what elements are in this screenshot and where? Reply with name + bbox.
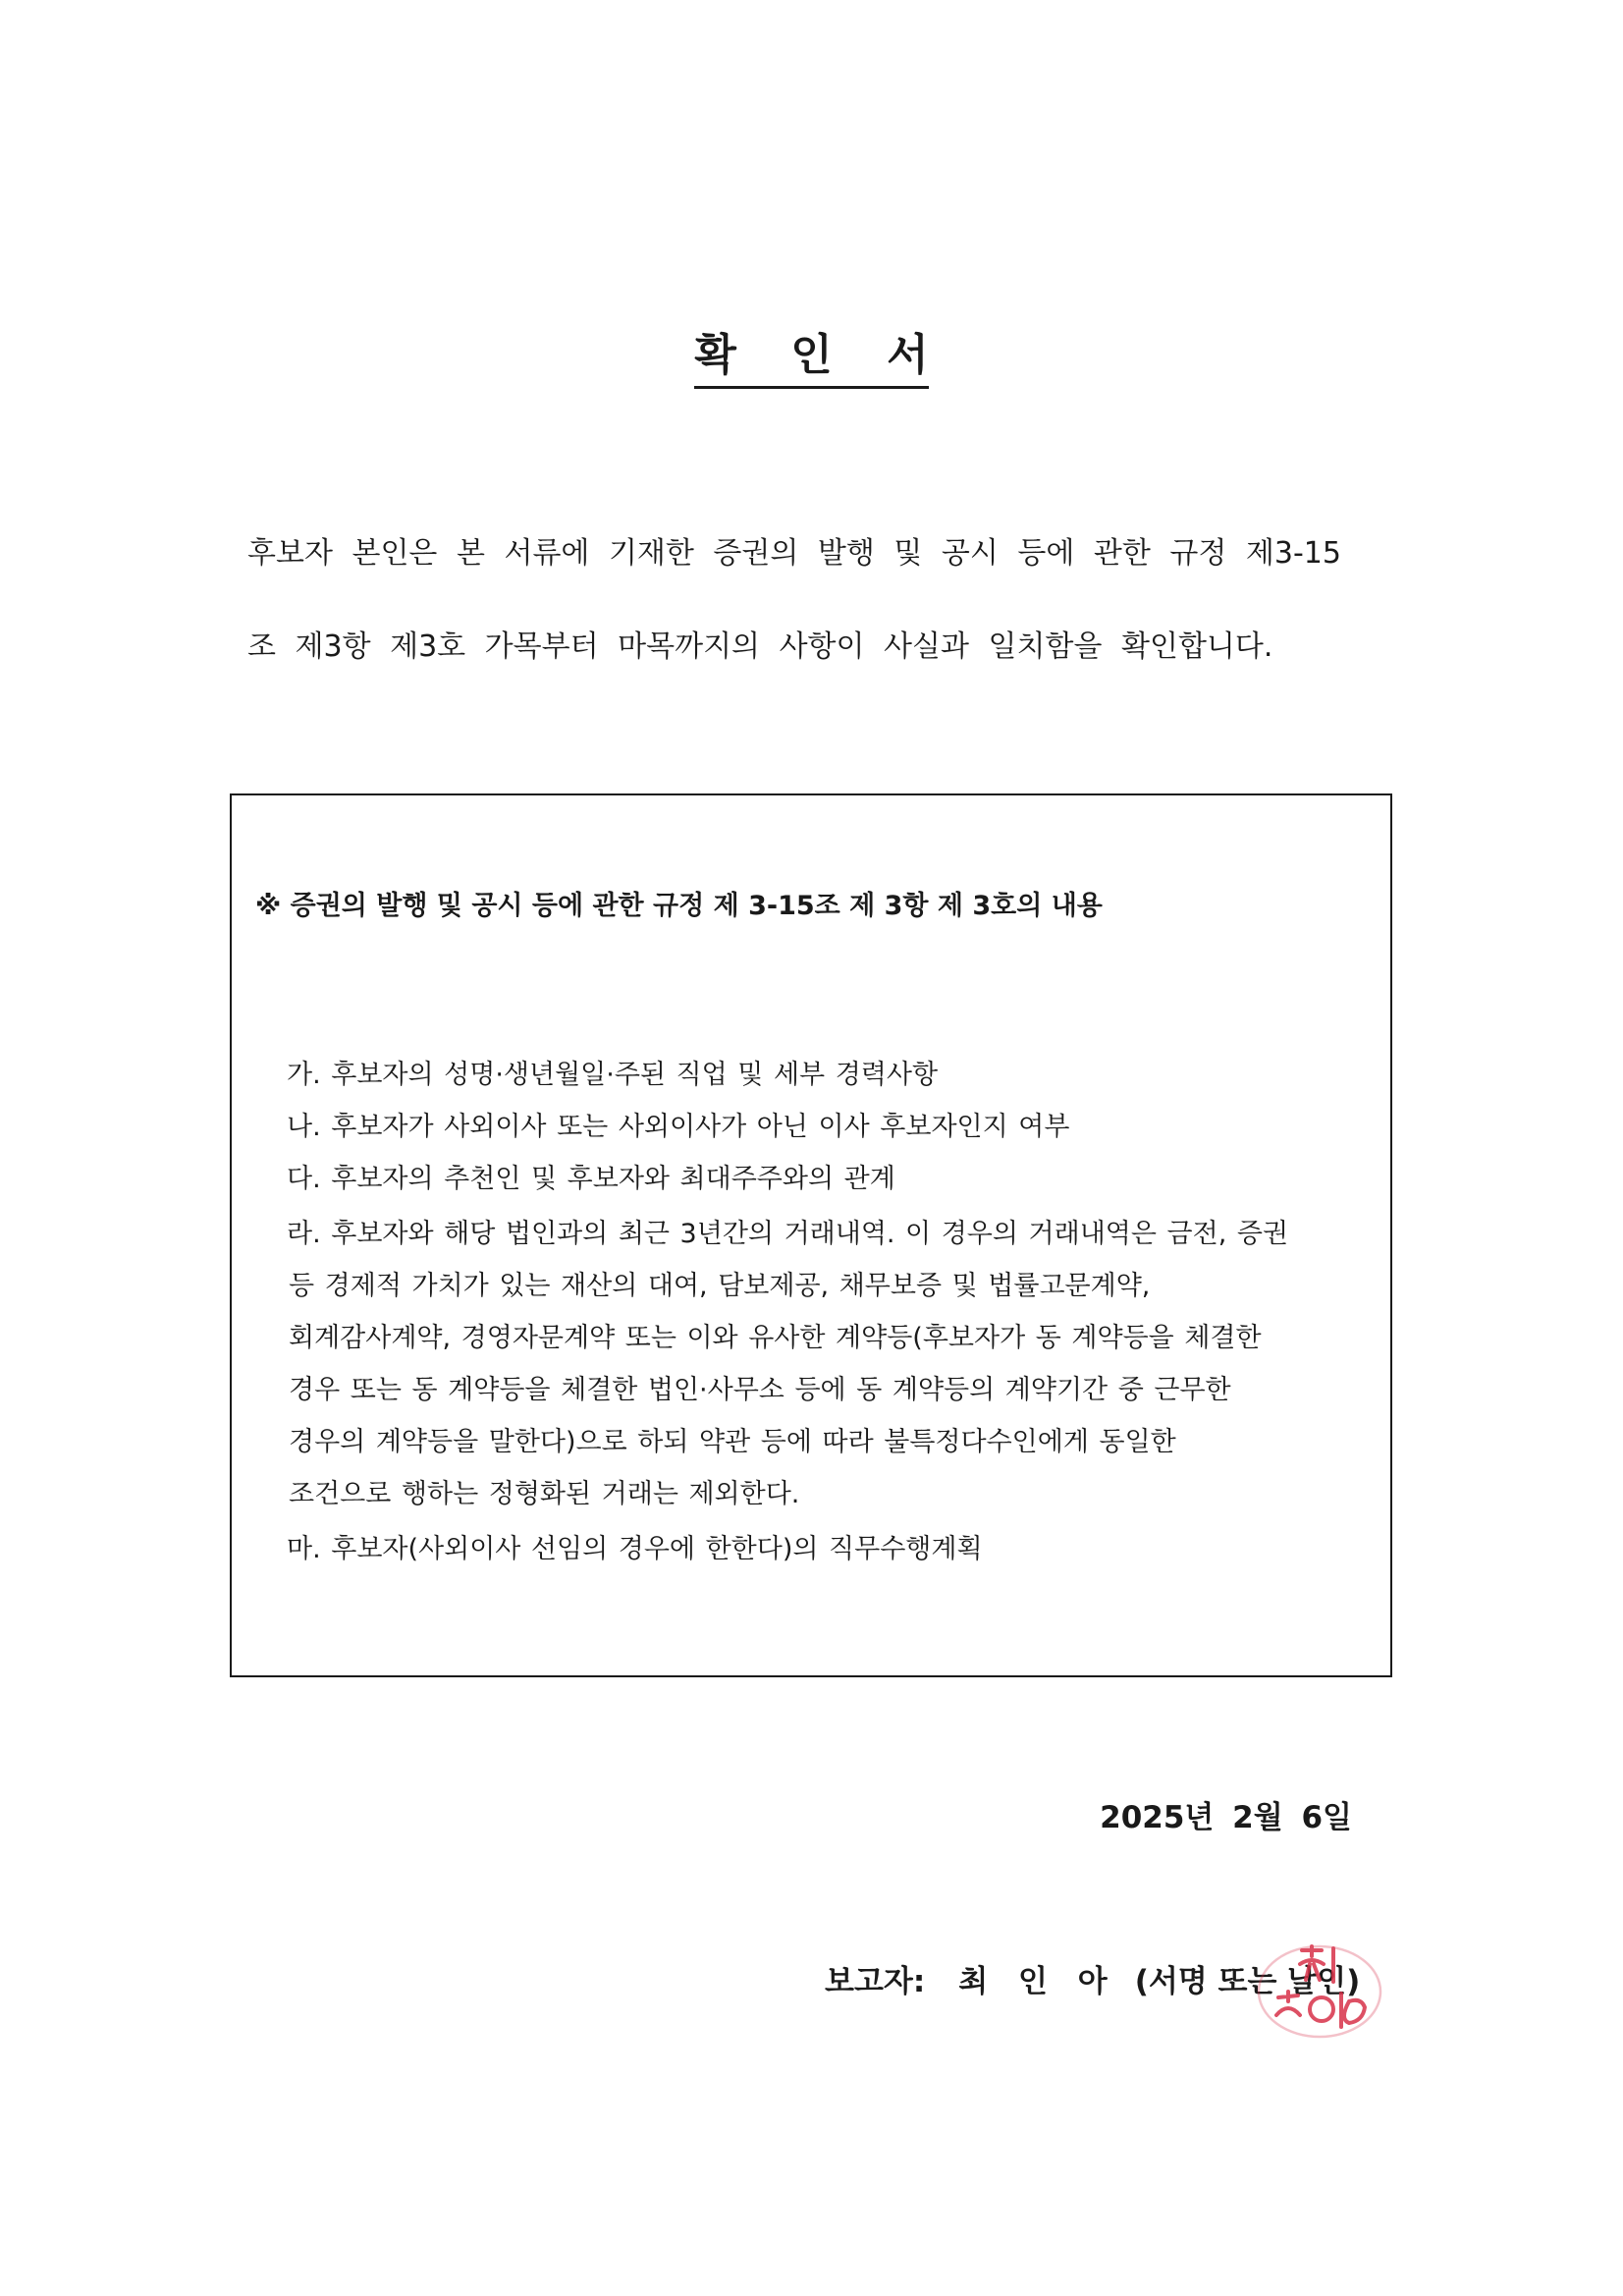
regulation-item-ma: 마. 후보자(사외이사 선임의 경우에 한한다)의 직무수행계획 xyxy=(287,1534,983,1564)
regulation-item-ga: 가. 후보자의 성명·생년월일·주된 직업 및 세부 경력사항 xyxy=(287,1060,939,1090)
regulation-item-ra-cont: 경우 또는 동 계약등을 체결한 법인·사무소 등에 동 계약등의 계약기간 중 근무한 xyxy=(289,1375,1231,1405)
regulation-box xyxy=(230,793,1392,1677)
red-seal-stamp xyxy=(1245,1937,1392,2045)
regulation-item-ra-cont: 등 경제적 가치가 있는 재산의 대여, 담보제공, 채무보증 및 법률고문계약, xyxy=(289,1271,1151,1301)
reporter-label: 보고자: xyxy=(825,1964,926,1999)
intro-line-1: 후보자 본인은 본 서류에 기재한 증권의 발행 및 공시 등에 관한 규정 제3-15 xyxy=(247,536,1341,571)
document-title xyxy=(0,319,1623,389)
regulation-item-ra: 라. 후보자와 해당 법인과의 최근 3년간의 거래내역. 이 경우의 거래내역은 금전, 증권 xyxy=(287,1219,1289,1249)
regulation-item-da: 다. 후보자의 추천인 및 후보자와 최대주주와의 관계 xyxy=(287,1164,895,1194)
regulation-item-ra-cont: 조건으로 행하는 정형화된 거래는 제외한다. xyxy=(289,1479,800,1509)
regulation-heading: ※ 증권의 발행 및 공시 등에 관한 규정 제 3-15조 제 3항 제 3호의 내용 xyxy=(255,891,1103,921)
document-title-text: 확 인 서 xyxy=(694,319,928,389)
reporter-name: 최 인 아 xyxy=(958,1964,1108,1999)
regulation-item-na: 나. 후보자가 사외이사 또는 사외이사가 아닌 이사 후보자인지 여부 xyxy=(287,1112,1070,1142)
signature-note: (서명 또는 날인) xyxy=(1134,1964,1361,1999)
regulation-item-ra-cont: 경우의 계약등을 말한다)으로 하되 약관 등에 따라 불특정다수인에게 동일한 xyxy=(289,1427,1176,1457)
intro-line-2: 조 제3항 제3호 가목부터 마목까지의 사항이 사실과 일치함을 확인합니다. xyxy=(247,629,1273,664)
regulation-item-ra-cont: 회계감사계약, 경영자문계약 또는 이와 유사한 계약등(후보자가 동 계약등을 체결한 xyxy=(289,1323,1262,1353)
document-date: 2025년 2월 6일 xyxy=(1100,1800,1352,1835)
